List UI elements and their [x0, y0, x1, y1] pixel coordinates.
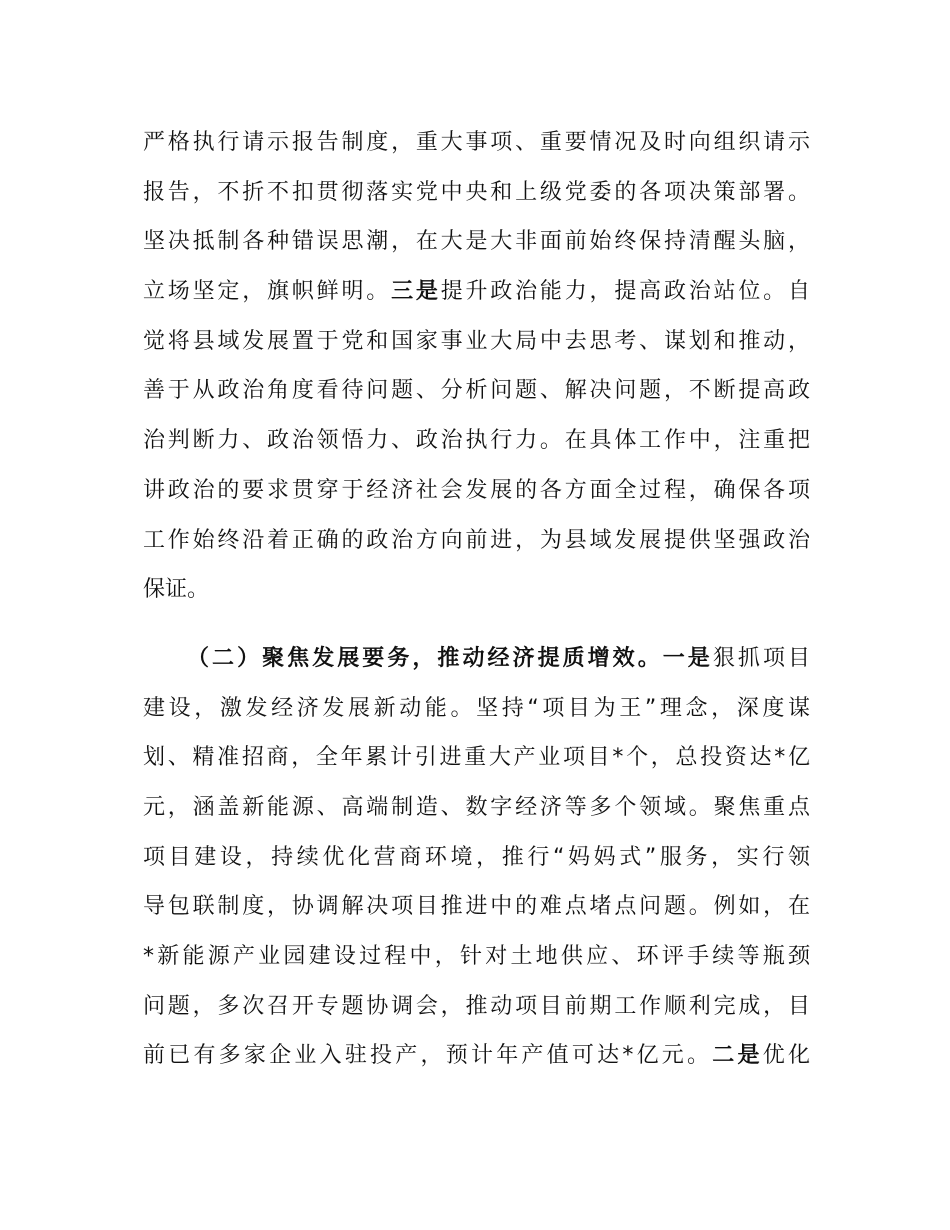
- document-page: [143, 118, 810, 1081]
- text-line: 严格执行请示报告制度，重大事项、重要情况及时向组织请示: [143, 130, 810, 155]
- paragraph-gap: [143, 615, 810, 634]
- text-segment: 狠抓项目: [712, 645, 810, 671]
- paragraph-political-capacity: [143, 118, 810, 615]
- text-segment: 前已有多家企业入驻投产，预计年产值可达*亿元。: [143, 1043, 713, 1069]
- text-line: 坚决抵制各种错误思潮，在大是大非面前始终保持清醒头脑，: [143, 229, 810, 255]
- text-line: [143, 1031, 810, 1081]
- text-line: 报告，不折不扣贯彻落实党中央和上级党委的各项决策部署。: [143, 179, 810, 205]
- text-line: 觉将县域发展置于党和国家事业大局中去思考、谋划和推动，: [143, 328, 810, 354]
- text-line: 保证。: [143, 577, 210, 603]
- text-line: 划、精准招商，全年累计引进重大产业项目*个，总投资达*亿: [143, 745, 810, 771]
- bold-keyword: 三是: [391, 279, 441, 305]
- text-segment: 立场坚定，旗帜鲜明。: [143, 279, 392, 305]
- section-heading: （二）聚焦发展要务，推动经济提质增效。一是: [187, 645, 713, 671]
- text-line: *新能源产业园建设过程中，针对土地供应、环评手续等瓶颈: [143, 944, 810, 969]
- text-line: 项目建设，持续优化营商环境，推行“妈妈式”服务，实行领: [143, 844, 810, 870]
- text-line: 建设，激发经济发展新动能。坚持“项目为王”理念，深度谋: [143, 695, 810, 721]
- bold-keyword: 二是: [712, 1043, 763, 1069]
- paragraph-economic-development: [143, 634, 810, 1081]
- text-segment: 优化: [762, 1043, 810, 1069]
- text-line: 讲政治的要求贯穿于经济社会发展的各方面全过程，确保各项: [143, 477, 810, 503]
- text-line: 问题，多次召开专题协调会，推动项目前期工作顺利完成，目: [143, 993, 810, 1019]
- text-segment: 提升政治能力，提高政治站位。自: [440, 279, 810, 305]
- text-line: 治判断力、政治领悟力、政治执行力。在具体工作中，注重把: [143, 428, 810, 454]
- text-line: 工作始终沿着正确的政治方向前进，为县域发展提供坚强政治: [143, 527, 810, 553]
- text-line: 善于从政治角度看待问题、分析问题、解决问题，不断提高政: [143, 378, 810, 404]
- section-heading-line: [143, 634, 810, 684]
- text-line: 导包联制度，协调解决项目推进中的难点堵点问题。例如，在: [143, 894, 810, 920]
- text-line: 元，涵盖新能源、高端制造、数字经济等多个领域。聚焦重点: [143, 794, 810, 820]
- text-line: [143, 267, 810, 317]
